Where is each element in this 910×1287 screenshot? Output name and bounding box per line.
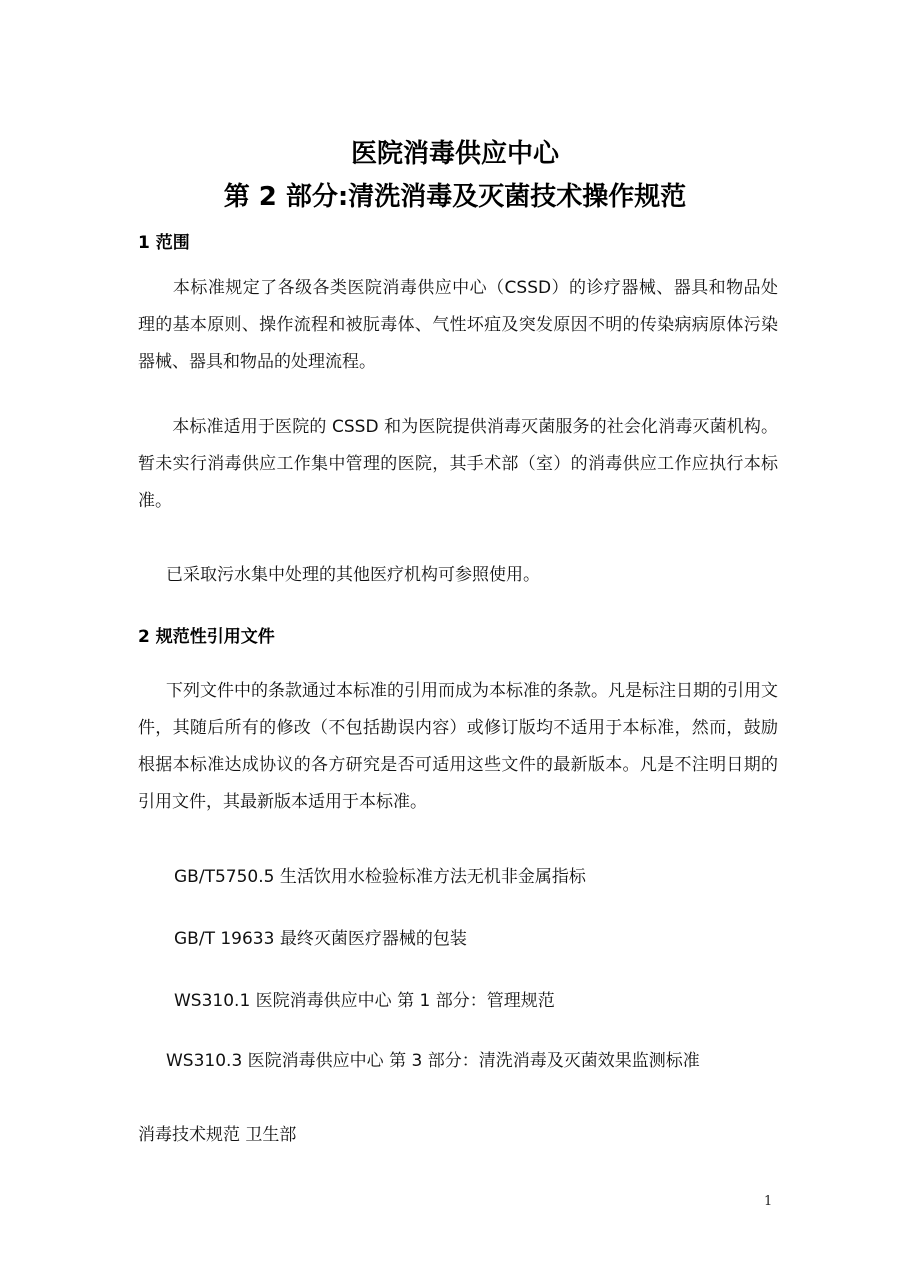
scope-paragraph-1: 本标准规定了各级各类医院消毒供应中心（CSSD）的诊疗器械、器具和物品处理的基本原则、操作流程和被朊毒体、气性坏疽及突发原因不明的传染病病原体污染器械、器具和物品的处理流程。 [138,278,778,372]
section-heading-scope: 1 范围 [138,233,190,253]
document-title: 医院消毒供应中心 [350,139,559,169]
page-number: 1 [764,1194,773,1209]
scope-paragraph-2: 本标准适用于医院的 CSSD 和为医院提供消毒灭菌服务的社会化消毒灭菌机构。暂未实行消毒供应工作集中管理的医院，其手术部（室）的消毒供应工作应执行本标准。 [138,417,778,511]
reference-item: WS310.3 医院消毒供应中心 第 3 部分：清洗消毒及灭菌效果监测标准 [166,1051,700,1071]
reference-item: GB/T5750.5 生活饮用水检验标准方法无机非金属指标 [174,867,586,887]
reference-item: GB/T 19633 最终灭菌医疗器械的包装 [174,929,467,949]
references-paragraph: 下列文件中的条款通过本标准的引用而成为本标准的条款。凡是标注日期的引用文件，其随后所有的修改（不包括勘误内容）或修订版均不适用于本标准，然而，鼓励根据本标准达成协议的各方研究是否可适用这些文件的最新版本。凡是不注明日期的引用文件，其最新版本适用于本标准。 [138,681,778,812]
document-subtitle: 第 2 部分:清洗消毒及灭菌技术操作规范 [223,182,687,212]
scope-paragraph-3: 已采取污水集中处理的其他医疗机构可参照使用。 [166,565,540,585]
section-heading-references: 2 规范性引用文件 [138,627,275,647]
reference-item: WS310.1 医院消毒供应中心 第 1 部分：管理规范 [174,991,555,1011]
reference-item: 消毒技术规范 卫生部 [138,1125,297,1145]
